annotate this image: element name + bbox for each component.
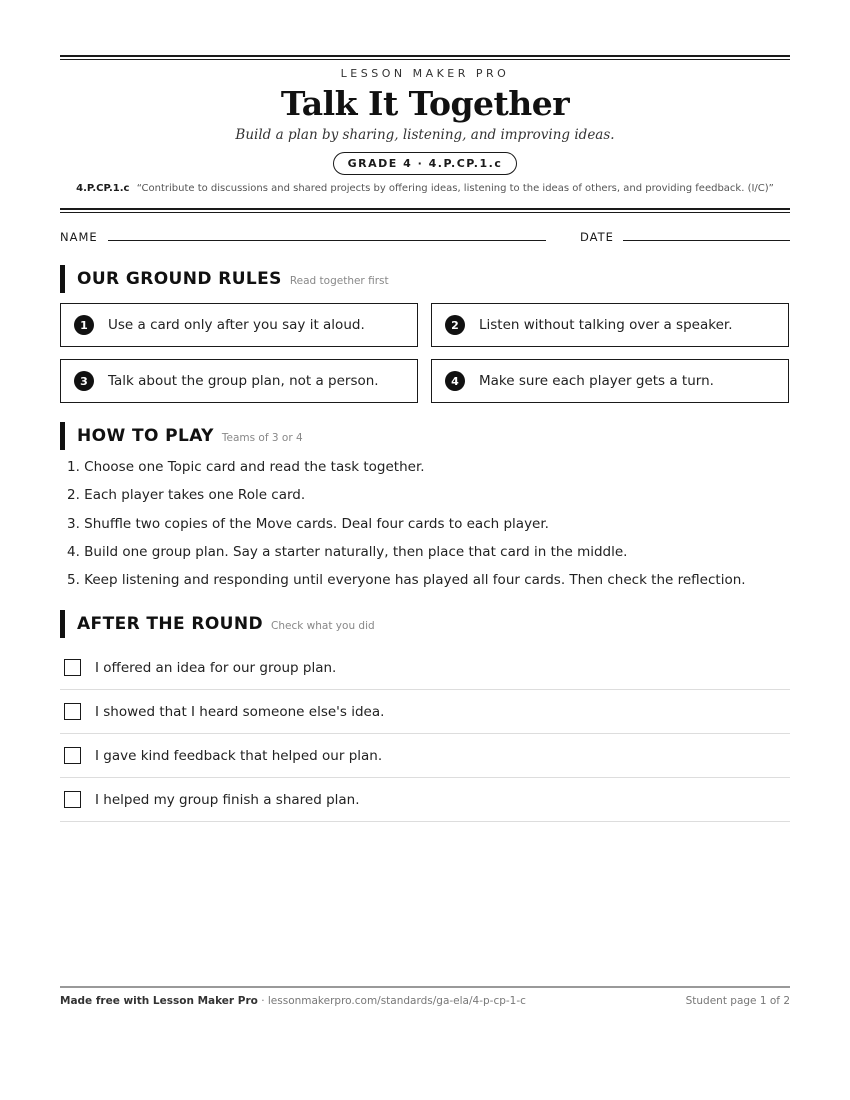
rule-text: Make sure each player gets a turn. xyxy=(479,373,714,389)
step-item: 1. Choose one Topic card and read the task together. xyxy=(67,459,425,475)
rule-text: Talk about the group plan, not a person. xyxy=(108,373,379,389)
rule-number-badge: 3 xyxy=(74,371,94,391)
grade-badge-wrap xyxy=(60,152,790,175)
footer-rule xyxy=(60,986,790,988)
checklist-item xyxy=(60,778,790,822)
checklist-text: I helped my group finish a shared plan. xyxy=(95,791,360,808)
how-to-play-heading xyxy=(60,422,303,450)
rule-number-badge: 4 xyxy=(445,371,465,391)
after-round-title: AFTER THE ROUND xyxy=(77,614,264,634)
how-to-play-subtitle: Teams of 3 or 4 xyxy=(221,432,303,444)
page-title: Talk It Together xyxy=(280,84,570,123)
header-bottom-rule xyxy=(60,208,790,213)
checklist-item xyxy=(60,734,790,778)
standard-description xyxy=(60,183,790,194)
checkbox[interactable] xyxy=(64,659,81,676)
date-field[interactable] xyxy=(623,240,790,241)
footer-credit xyxy=(60,995,526,1007)
header-top-rule xyxy=(60,55,790,60)
checkbox[interactable] xyxy=(64,703,81,720)
checklist-text: I offered an idea for our group plan. xyxy=(95,659,337,676)
ground-rules-subtitle: Read together first xyxy=(289,275,389,287)
ground-rule-card xyxy=(60,359,418,403)
name-label: NAME xyxy=(60,230,98,244)
footer-made-with: Made free with Lesson Maker Pro xyxy=(60,995,258,1007)
footer-separator: · xyxy=(257,995,268,1007)
step-item: 4. Build one group plan. Say a starter naturally, then place that card in the middle. xyxy=(67,543,628,560)
checkbox[interactable] xyxy=(64,747,81,764)
page-subtitle: Build a plan by sharing, listening, and improving ideas. xyxy=(235,127,615,143)
checklist-item xyxy=(60,690,790,734)
worksheet-page xyxy=(60,0,790,1100)
rule-number-badge: 1 xyxy=(74,315,94,335)
ground-rules-title: OUR GROUND RULES xyxy=(77,269,282,289)
how-to-play-title: HOW TO PLAY xyxy=(77,426,214,446)
page-number: Student page 1 of 2 xyxy=(685,995,790,1007)
steps-list xyxy=(67,458,746,599)
checklist-text: I showed that I heard someone else's idea. xyxy=(95,703,385,720)
date-label: DATE xyxy=(580,230,614,244)
grade-badge: GRADE 4 · 4.P.CP.1.c xyxy=(333,152,518,175)
ground-rule-card xyxy=(431,303,789,347)
rule-text: Use a card only after you say it aloud. xyxy=(108,317,365,333)
ground-rules-heading xyxy=(60,265,389,293)
after-round-heading xyxy=(60,610,375,638)
checkbox[interactable] xyxy=(64,791,81,808)
name-field[interactable] xyxy=(108,240,546,241)
standard-text: “Contribute to discussions and shared projects by offering ideas, listening to the ideas of others, and providing feedback. (I/C)” xyxy=(136,183,774,194)
step-item: 2. Each player takes one Role card. xyxy=(67,487,306,504)
step-item: 3. Shuffle two copies of the Move cards. Deal four cards to each player. xyxy=(67,515,549,532)
step-item: 5. Keep listening and responding until everyone has played all four cards. Then check the reflection. xyxy=(67,572,746,589)
after-round-subtitle: Check what you did xyxy=(271,620,375,632)
rule-text: Listen without talking over a speaker. xyxy=(479,317,733,333)
ground-rule-card xyxy=(431,359,789,403)
ground-rule-card xyxy=(60,303,418,347)
footer-url[interactable]: lessonmakerpro.com/standards/ga-ela/4-p-cp-1-c xyxy=(267,995,526,1007)
rule-number-badge: 2 xyxy=(445,315,465,335)
checklist-text: I gave kind feedback that helped our plan. xyxy=(95,747,383,764)
checklist-item xyxy=(60,646,790,690)
standard-code: 4.P.CP.1.c xyxy=(76,183,130,194)
brand-name: LESSON MAKER PRO xyxy=(340,67,510,80)
